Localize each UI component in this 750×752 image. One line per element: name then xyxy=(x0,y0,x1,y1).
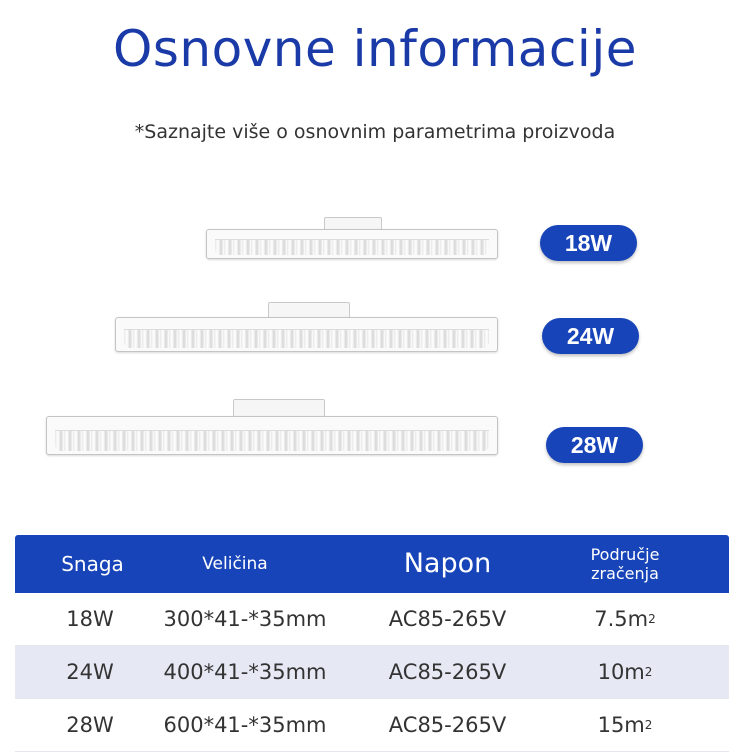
header-area-line2: zračenja xyxy=(591,564,659,583)
power-badge-24w: 24W xyxy=(542,318,639,354)
cell-voltage: AC85-265V xyxy=(388,713,507,737)
cell-area xyxy=(560,593,690,645)
table-row xyxy=(15,699,729,752)
power-badge-28w: 28W xyxy=(546,427,643,463)
fixture-body xyxy=(206,229,498,259)
cell-size: 400*41-*35mm xyxy=(163,660,327,684)
cell-power: 28W xyxy=(66,713,114,737)
cell-size: 300*41-*35mm xyxy=(163,607,327,631)
fixture-24w-image xyxy=(115,302,498,352)
header-area-line1: Područje xyxy=(590,544,660,564)
cell-power: 24W xyxy=(66,660,114,684)
cell-voltage: AC85-265V xyxy=(388,607,507,631)
table-row xyxy=(15,593,729,646)
area-exponent: 2 xyxy=(648,612,656,626)
area-value: 7.5m xyxy=(594,607,649,631)
cell-voltage: AC85-265V xyxy=(388,660,507,684)
spec-table xyxy=(15,535,729,752)
table-row xyxy=(15,646,729,699)
fixture-body xyxy=(46,416,498,455)
fixture-louver xyxy=(124,329,489,348)
area-exponent: 2 xyxy=(644,665,653,679)
table-header xyxy=(15,535,729,593)
area-exponent: 2 xyxy=(644,718,653,732)
power-badge-18w: 18W xyxy=(540,225,637,261)
cell-area xyxy=(560,699,690,751)
page-title: Osnovne informacije xyxy=(113,20,637,78)
fixture-louver xyxy=(215,239,489,255)
header-power: Snaga xyxy=(61,552,124,576)
fixture-18w-image xyxy=(206,217,498,259)
area-value: 10m xyxy=(597,660,645,684)
header-area xyxy=(560,535,690,593)
fixture-body xyxy=(115,317,498,352)
header-size: Veličina xyxy=(202,553,268,574)
area-value: 15m xyxy=(597,713,645,737)
fixture-28w-image xyxy=(46,399,498,455)
page-subtitle: *Saznajte više o osnovnim parametrima proizvoda xyxy=(134,121,616,143)
cell-size: 600*41-*35mm xyxy=(163,713,327,737)
cell-power: 18W xyxy=(66,607,114,631)
header-voltage: Napon xyxy=(403,547,492,579)
cell-area xyxy=(560,646,690,698)
fixture-louver xyxy=(55,430,489,451)
